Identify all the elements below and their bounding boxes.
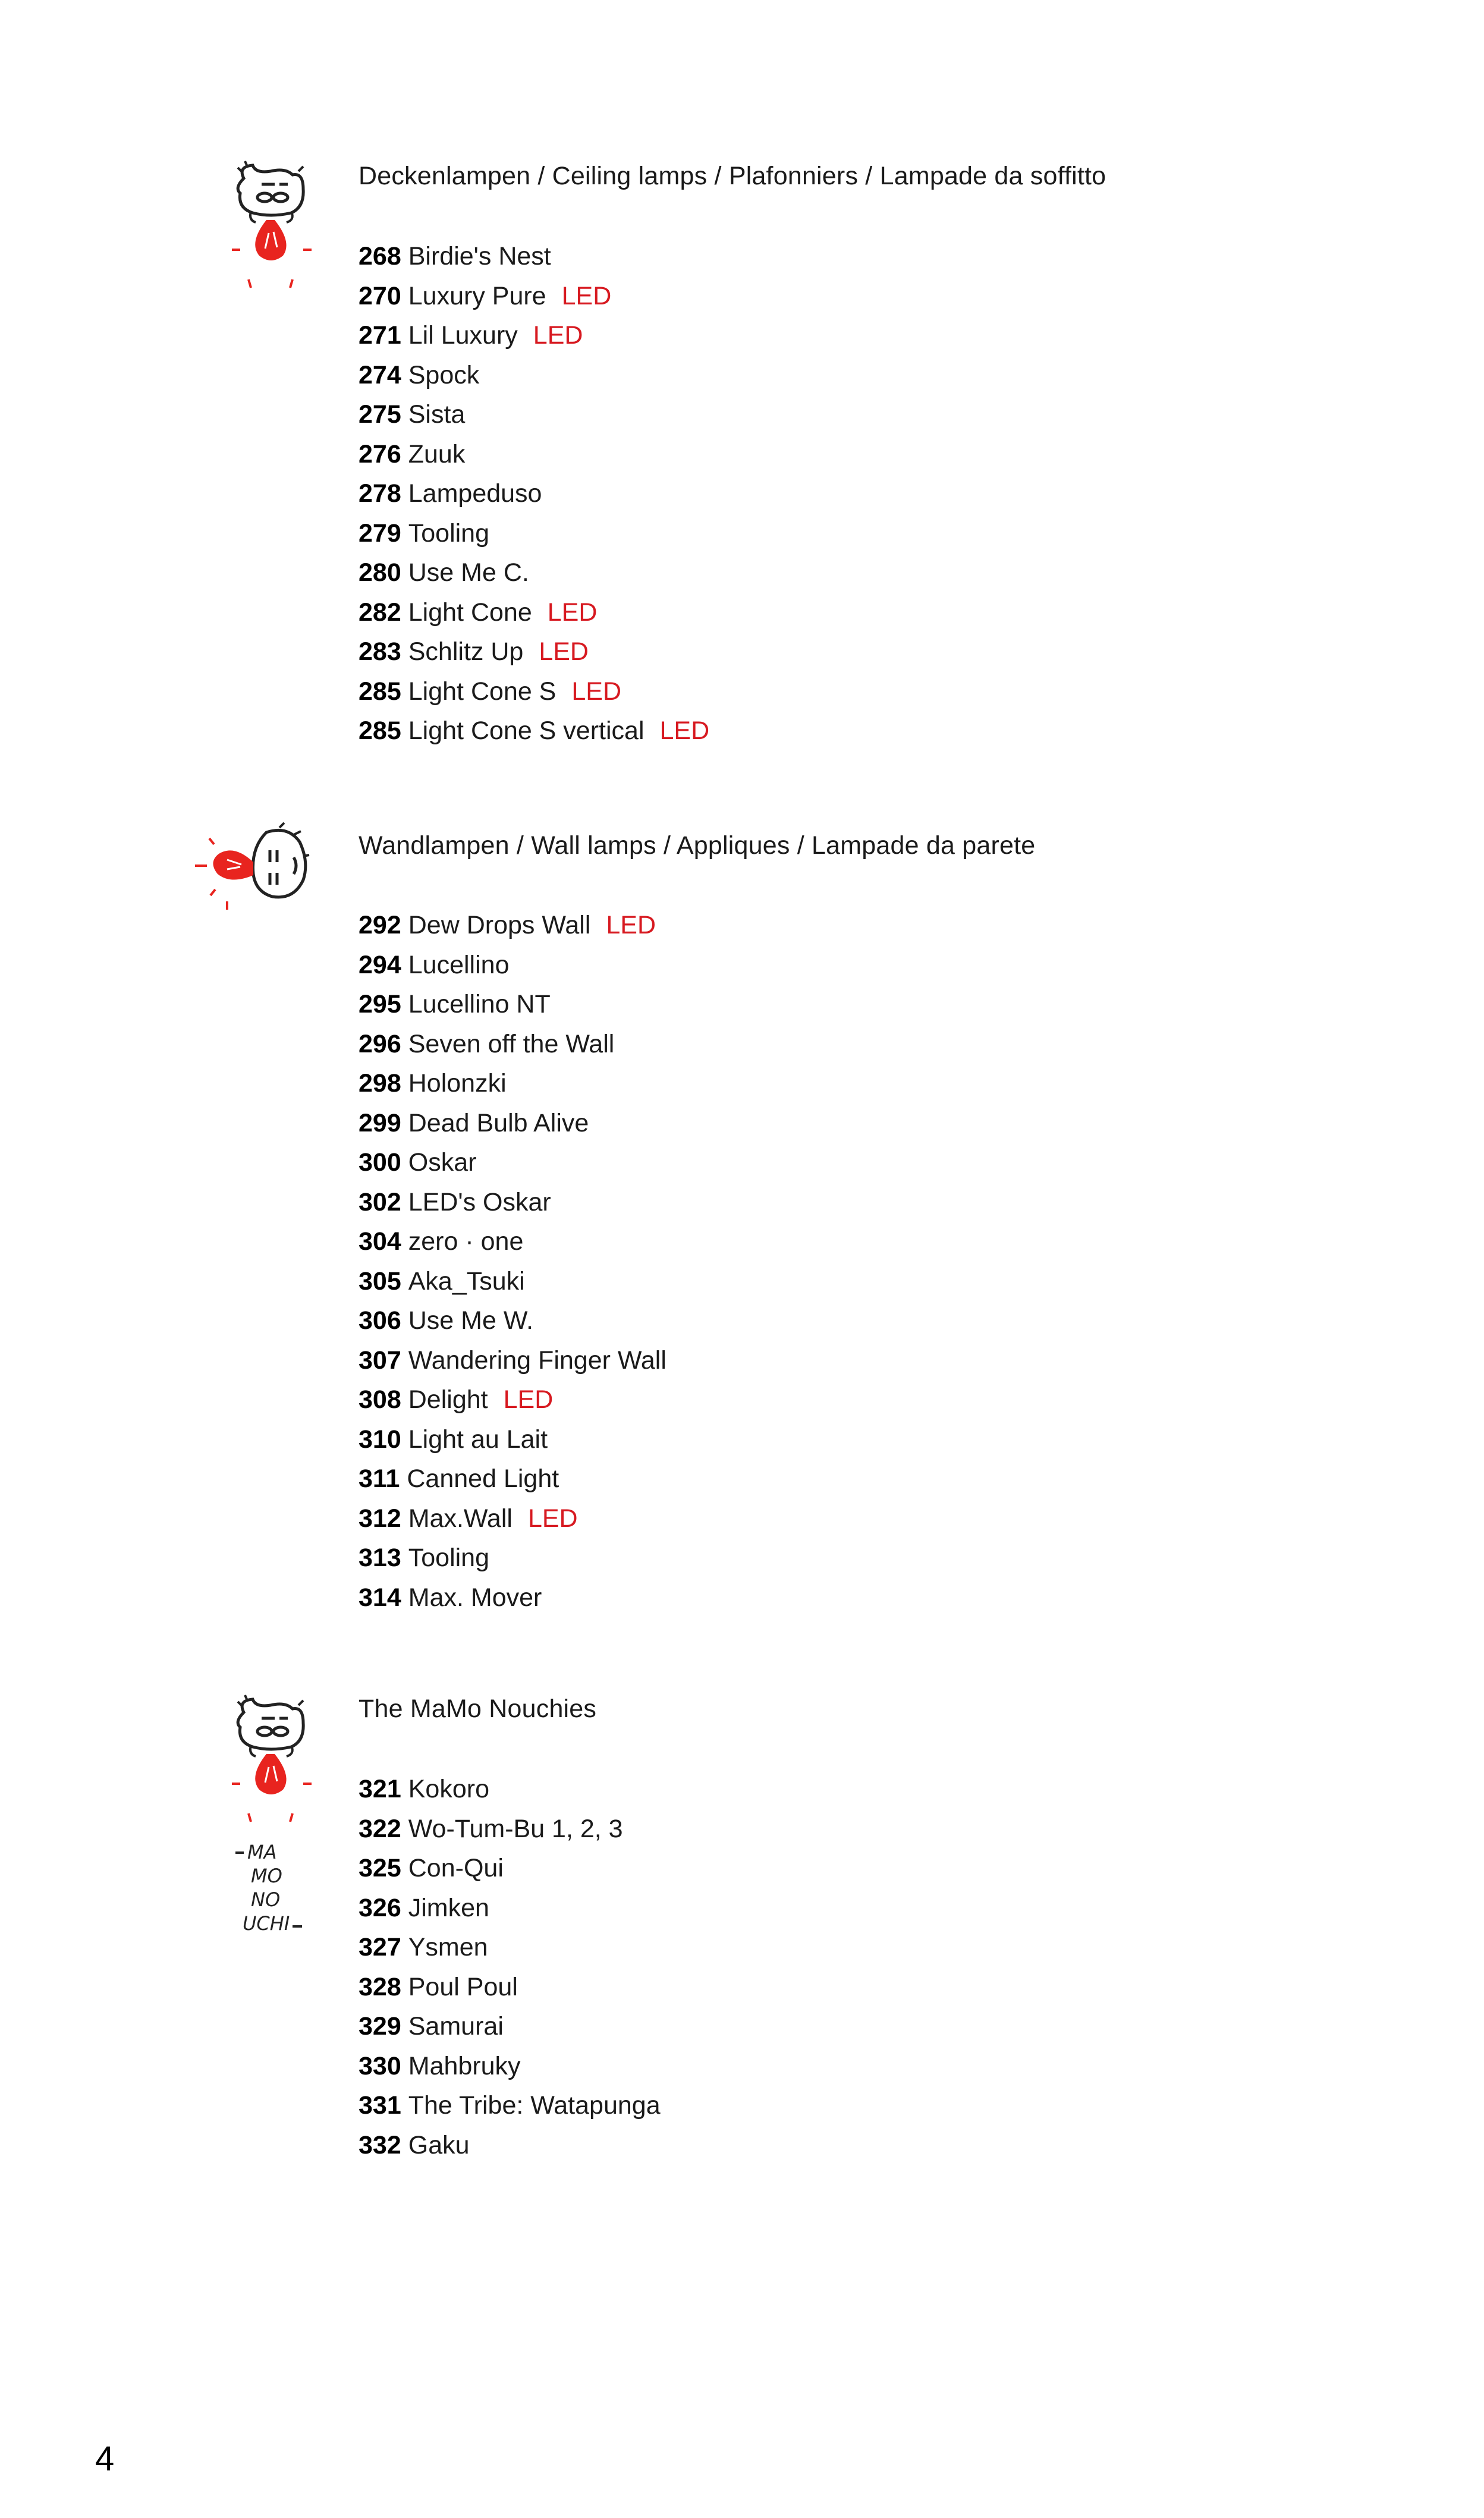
item-name: Use Me W. (408, 1306, 534, 1335)
item-number: 292 (359, 911, 401, 939)
led-badge: LED (571, 677, 622, 706)
item-number: 285 (359, 716, 401, 745)
item-name: LED's Oskar (408, 1187, 551, 1216)
list-item (359, 1849, 661, 1888)
item-number: 271 (359, 321, 401, 350)
list-item (359, 672, 709, 712)
list-item (359, 985, 666, 1024)
item-name: Canned Light (407, 1464, 559, 1493)
item-name: Spock (408, 360, 480, 389)
list-item (359, 1538, 666, 1578)
svg-text:UCHI: UCHI (243, 1912, 290, 1935)
item-number: 312 (359, 1504, 401, 1533)
item-name: Sista (408, 400, 466, 429)
item-name: Max. Mover (408, 1583, 542, 1612)
item-name: Kokoro (408, 1775, 489, 1803)
item-name: Gaku (408, 2130, 470, 2159)
item-number: 300 (359, 1148, 401, 1177)
list-item (359, 1420, 666, 1460)
list-item (359, 2126, 661, 2165)
list-item (359, 356, 709, 395)
list-item (359, 1024, 666, 1064)
item-name: Tooling (408, 1544, 490, 1572)
item-name: Use Me C. (408, 558, 529, 587)
item-name: Lucellino (408, 950, 510, 979)
list-item (359, 1459, 666, 1499)
item-number: 311 (359, 1464, 400, 1493)
list-item (359, 1222, 666, 1262)
item-name: Mahbruky (408, 2051, 521, 2080)
led-badge: LED (533, 321, 583, 350)
item-number: 305 (359, 1266, 401, 1296)
item-name: Wandering Finger Wall (408, 1346, 666, 1375)
item-number: 274 (359, 360, 401, 389)
list-item (359, 2086, 661, 2126)
list-item (359, 593, 709, 633)
item-name: The Tribe: Watapunga (408, 2091, 661, 2120)
svg-text:NO: NO (251, 1888, 281, 1911)
item-number: 294 (359, 950, 401, 979)
item-number: 313 (359, 1544, 401, 1572)
item-number: 276 (359, 439, 401, 469)
item-number: 278 (359, 479, 401, 508)
list-item (359, 316, 709, 356)
list-item (359, 1143, 666, 1183)
item-number: 302 (359, 1187, 401, 1216)
item-name: Dew Drops Wall (408, 911, 591, 939)
item-name: Dead Bulb Alive (408, 1108, 589, 1137)
item-number: 285 (359, 677, 401, 706)
item-number: 283 (359, 637, 401, 666)
list-item (359, 1104, 666, 1143)
item-name: Poul Poul (408, 1972, 518, 2001)
page-number: 4 (95, 2440, 115, 2478)
list-item (359, 1262, 666, 1302)
item-name: Delight (408, 1385, 488, 1414)
item-number: 325 (359, 1854, 401, 1882)
item-name: Light Cone S (408, 677, 556, 706)
list-item (359, 1380, 666, 1420)
mamo-nouchi-logo (233, 1837, 304, 1944)
item-name: Tooling (408, 518, 490, 548)
led-badge: LED (561, 281, 612, 310)
section-title: The MaMo Nouchies (359, 1695, 597, 1723)
section-title: Wandlampen / Wall lamps / Appliques / Lampade da parete (359, 831, 1036, 860)
item-name: Schlitz Up (408, 637, 524, 666)
item-number: 295 (359, 990, 401, 1018)
list-item (359, 1341, 666, 1381)
item-number: 322 (359, 1814, 401, 1843)
item-name: zero · one (408, 1227, 524, 1256)
item-number: 282 (359, 598, 401, 627)
list-item (359, 711, 709, 751)
item-number: 298 (359, 1069, 401, 1098)
led-badge: LED (547, 598, 598, 627)
item-name: Lil Luxury (408, 321, 518, 350)
item-name: Jimken (408, 1893, 489, 1922)
item-name: Luxury Pure (408, 281, 546, 310)
led-badge: LED (659, 716, 710, 745)
item-number: 270 (359, 281, 401, 310)
list-item (359, 2007, 661, 2047)
item-number: 326 (359, 1893, 401, 1922)
item-number: 299 (359, 1108, 401, 1137)
list-item (359, 1769, 661, 1809)
item-number: 331 (359, 2091, 401, 2120)
item-name: Oskar (408, 1148, 477, 1177)
list-item (359, 276, 709, 316)
list-item (359, 553, 709, 593)
item-number: 327 (359, 1933, 401, 1961)
item-number: 310 (359, 1425, 401, 1454)
led-badge: LED (606, 911, 656, 939)
item-number: 328 (359, 1972, 401, 2001)
item-name: Lucellino NT (408, 990, 551, 1018)
list-item (359, 2047, 661, 2086)
list-item (359, 474, 709, 514)
item-name: Birdie's Nest (408, 242, 551, 271)
item-name: Seven off the Wall (408, 1029, 615, 1058)
list-item (359, 1888, 661, 1928)
item-name: Con-Qui (408, 1854, 504, 1882)
section-title: Deckenlampen / Ceiling lamps / Plafonniers / Lampade da soffitto (359, 162, 1106, 190)
item-number: 329 (359, 2012, 401, 2041)
item-number: 321 (359, 1775, 401, 1803)
item-name: Zuuk (408, 439, 466, 469)
item-name: Lampeduso (408, 479, 542, 508)
ceiling-lamp-face-icon (220, 161, 321, 297)
item-name: Max.Wall (408, 1504, 513, 1533)
item-number: 314 (359, 1583, 401, 1612)
list-item (359, 632, 709, 672)
svg-text:MO: MO (251, 1865, 282, 1887)
item-name: Light Cone (408, 598, 532, 627)
led-badge: LED (527, 1504, 578, 1533)
list-item (359, 945, 666, 985)
item-name: Light Cone S vertical (408, 716, 644, 745)
item-number: 304 (359, 1227, 401, 1256)
item-number: 308 (359, 1385, 401, 1414)
list-item (359, 1301, 666, 1341)
item-number: 332 (359, 2130, 401, 2159)
item-name: Aka_Tsuki (408, 1266, 525, 1296)
list-item (359, 906, 666, 945)
item-name: Samurai (408, 2012, 504, 2041)
item-number: 330 (359, 2051, 401, 2080)
item-number: 268 (359, 242, 401, 271)
list-item (359, 395, 709, 435)
list-item (359, 1928, 661, 1967)
list-item (359, 237, 709, 276)
list-item (359, 514, 709, 554)
item-number: 280 (359, 558, 401, 587)
product-list (359, 906, 666, 1617)
item-number: 307 (359, 1346, 401, 1375)
item-name: Wo-Tum-Bu 1, 2, 3 (408, 1814, 623, 1843)
list-item (359, 1967, 661, 2007)
list-item (359, 1064, 666, 1104)
list-item (359, 1499, 666, 1539)
item-number: 279 (359, 518, 401, 548)
item-number: 306 (359, 1306, 401, 1335)
item-name: Light au Lait (408, 1425, 548, 1454)
svg-text:MA: MA (247, 1841, 277, 1863)
wall-lamp-face-icon (177, 821, 314, 916)
list-item (359, 1578, 666, 1618)
list-item (359, 1183, 666, 1222)
led-badge: LED (539, 637, 589, 666)
led-badge: LED (503, 1385, 554, 1414)
product-list (359, 1769, 661, 2165)
item-number: 296 (359, 1029, 401, 1058)
list-item (359, 1809, 661, 1849)
item-name: Holonzki (408, 1069, 507, 1098)
list-item (359, 435, 709, 474)
product-list (359, 237, 709, 751)
item-number: 275 (359, 400, 401, 429)
mamo-nouchies-face-icon (220, 1695, 321, 1831)
item-name: Ysmen (408, 1933, 488, 1961)
